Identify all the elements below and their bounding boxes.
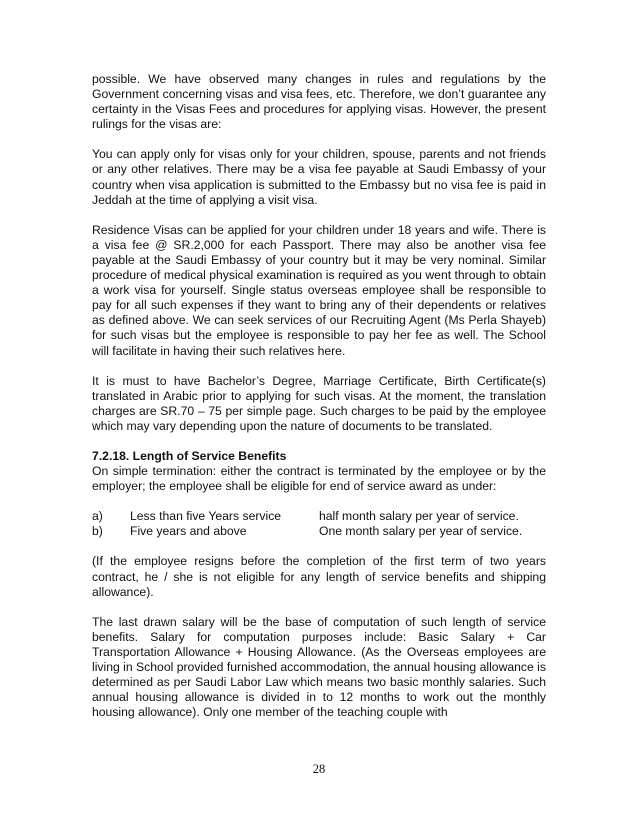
section-heading: 7.2.18. Length of Service Benefits xyxy=(92,448,287,463)
paragraph-translation-requirements: It is must to have Bachelor’s Degree, Marriage Certificate, Birth Certificate(s) translated in Arabic prior to applying for such visas. At the moment, the translation charges are SR.70 – 75 per simple page. Such charges to be paid by the employee which may vary depending upon the nature of documents to be translated. xyxy=(92,373,546,433)
paragraph-visit-visa: You can apply only for visas only for your children, spouse, parents and not friends or any other relatives. There may be a visa fee payable at Saudi Embassy of your country when visa application is submitted to the Embassy but no visa fee is paid in Jeddah at the time of applying a visit visa. xyxy=(92,147,546,207)
service-award-list xyxy=(92,509,546,539)
list-item xyxy=(92,509,546,524)
page-number: 28 xyxy=(312,762,326,776)
list-item-service: Less than five Years service xyxy=(130,509,282,524)
paragraph-salary-computation: The last drawn salary will be the base of computation of such length of service benefits. Salary for computation purposes include: Basic Salary + Car Transportation Allowance + Housing Allowance. (As the Overseas employees are living in School provided furnished accommodation, the annual housing allowance is determined as per Saudi Labor Law which means two basic monthly salaries. Such annual housing allowance is divided in to 12 months to work out the monthly housing allowance). Only one member of the teaching couple with xyxy=(92,614,546,720)
list-item-award: One month salary per year of service. xyxy=(319,524,523,539)
paragraph-residence-visa: Residence Visas can be applied for your children under 18 years and wife. There is a visa fee @ SR.2,000 for each Passport. There may also be another visa fee payable at the Saudi Embassy of your country but it may be very nominal. Similar procedure of medical physical examination is required as you went through to obtain a work visa for yourself. Single status overseas employee shall be responsible to pay for all such expenses if they want to bring any of their dependents or relatives as defined above. We can seek services of our Recruiting Agent (Ms Perla Shayeb) for such visas but the employee is responsible to pay her fee as well. The School will facilitate in having their such relatives here. xyxy=(92,222,546,358)
paragraph-visa-rules-intro: possible. We have observed many changes in rules and regulations by the Government concerning visas and visa fees, etc. Therefore, we don’t guarantee any certainty in the Visas Fees and procedures for applying visas. However, the present rulings for the visas are: xyxy=(92,72,546,132)
section-intro: On simple termination: either the contract is terminated by the employee or by the employer; the employee shall be eligible for end of service award as under: xyxy=(92,464,546,494)
paragraph-resignation-note: (If the employee resigns before the completion of the first term of two years contract, he / she is not eligible for any length of service benefits and shipping allowance). xyxy=(92,554,546,599)
list-item-service: Five years and above xyxy=(130,524,247,539)
list-item xyxy=(92,524,546,539)
document-page xyxy=(92,72,546,735)
list-item-award: half month salary per year of service. xyxy=(319,509,519,524)
list-item-label: b) xyxy=(92,524,103,539)
list-item-label: a) xyxy=(92,509,103,524)
